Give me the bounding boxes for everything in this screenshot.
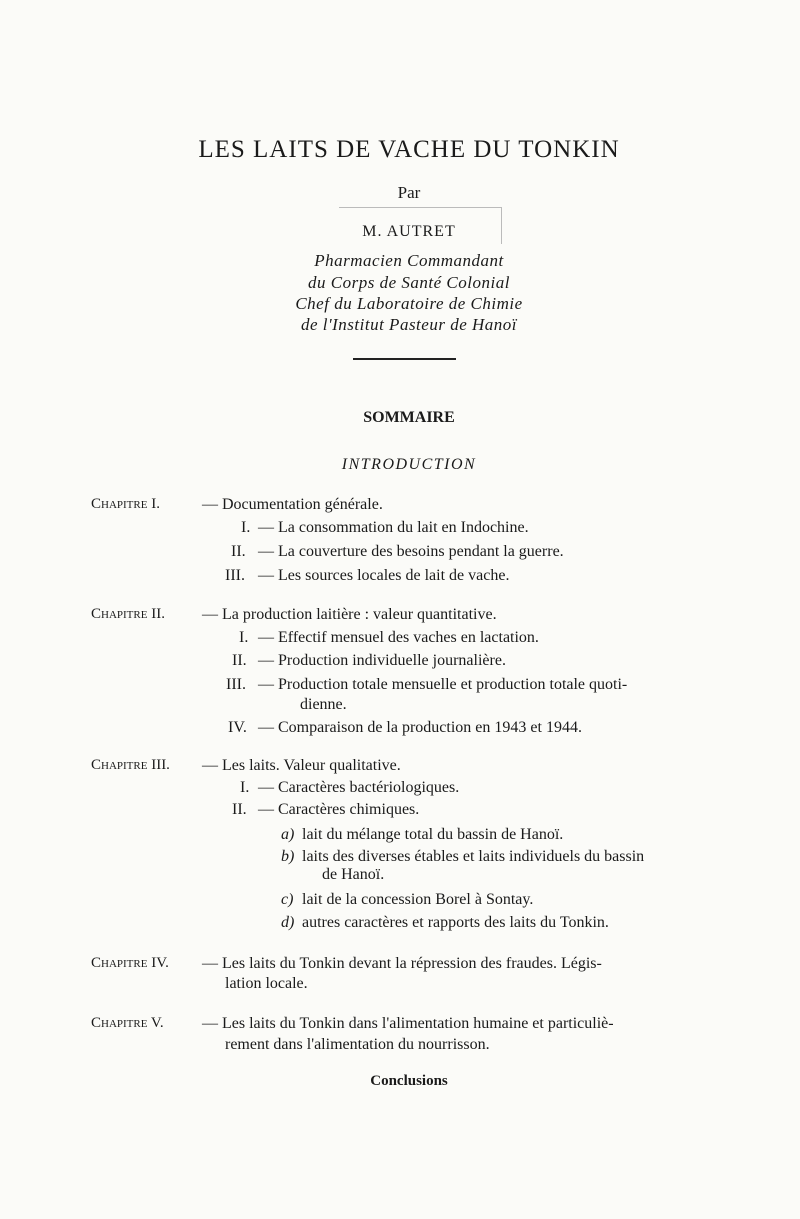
chapter-label: Chapitre II. <box>91 606 165 622</box>
separator-rule <box>353 358 456 360</box>
section-number: II. <box>232 801 247 818</box>
section-text: — Effectif mensuel des vaches en lactation. <box>258 629 539 646</box>
section-number: I. <box>239 629 249 646</box>
chapter-label: Chapitre V. <box>91 1015 164 1031</box>
subsection-letter: b) <box>281 848 295 865</box>
subsection-text: lait du mélange total du bassin de Hanoï. <box>302 826 564 843</box>
subsection-letter: c) <box>281 891 294 908</box>
chapter-title: — Les laits du Tonkin devant la répression des fraudes. Légis- <box>202 955 602 972</box>
chapter-label: Chapitre IV. <box>91 955 169 971</box>
chapter-label: Chapitre III. <box>91 757 170 773</box>
conclusions-heading: Conclusions <box>370 1073 448 1089</box>
chapter-title: — Documentation générale. <box>202 496 383 513</box>
section-text: — Production individuelle journalière. <box>258 652 506 669</box>
section-text: — La couverture des besoins pendant la guerre. <box>258 543 564 560</box>
affiliation-line: Pharmacien Commandant <box>314 251 504 270</box>
chapter-title-continued: rement dans l'alimentation du nourrisson. <box>225 1036 490 1053</box>
subsection-text-continued: de Hanoï. <box>322 866 385 883</box>
subsection-text: lait de la concession Borel à Sontay. <box>302 891 534 908</box>
section-text: — La consommation du lait en Indochine. <box>258 519 529 536</box>
section-number: II. <box>231 543 246 560</box>
introduction-heading: INTRODUCTION <box>341 456 477 473</box>
affiliation-line: de l'Institut Pasteur de Hanoï <box>300 315 517 334</box>
section-text: — Caractères chimiques. <box>258 801 420 818</box>
subsection-letter: d) <box>281 914 295 931</box>
section-number: I. <box>241 519 251 536</box>
document-title: LES LAITS DE VACHE DU TONKIN <box>198 136 620 163</box>
section-number: III. <box>226 676 246 693</box>
chapter-title: — Les laits du Tonkin dans l'alimentation humaine et particuliè- <box>202 1015 614 1032</box>
chapter-title-continued: lation locale. <box>225 975 308 992</box>
section-text: — Production totale mensuelle et production totale quoti- <box>258 676 628 693</box>
by-line: Par <box>397 183 421 202</box>
section-text: — Les sources locales de lait de vache. <box>258 567 510 584</box>
subsection-text: autres caractères et rapports des laits du Tonkin. <box>302 914 609 931</box>
affiliation-line: du Corps de Santé Colonial <box>308 273 510 292</box>
section-number: III. <box>225 567 245 584</box>
section-number: II. <box>232 652 247 669</box>
subsection-text: laits des diverses étables et laits individuels du bassin <box>302 848 645 865</box>
author-name: M. AUTRET <box>362 223 456 240</box>
section-text-continued: dienne. <box>300 696 347 713</box>
section-text: — Caractères bactériologiques. <box>258 779 460 796</box>
section-number: I. <box>240 779 250 796</box>
chapter-title: — Les laits. Valeur qualitative. <box>202 757 401 774</box>
chapter-title: — La production laitière : valeur quantitative. <box>202 606 497 623</box>
section-text: — Comparaison de la production en 1943 et 1944. <box>258 719 582 736</box>
subsection-letter: a) <box>281 826 295 843</box>
summary-heading: SOMMAIRE <box>363 409 455 426</box>
chapter-label: Chapitre I. <box>91 496 160 512</box>
affiliation-line: Chef du Laboratoire de Chimie <box>295 294 523 313</box>
section-number: IV. <box>228 719 247 736</box>
